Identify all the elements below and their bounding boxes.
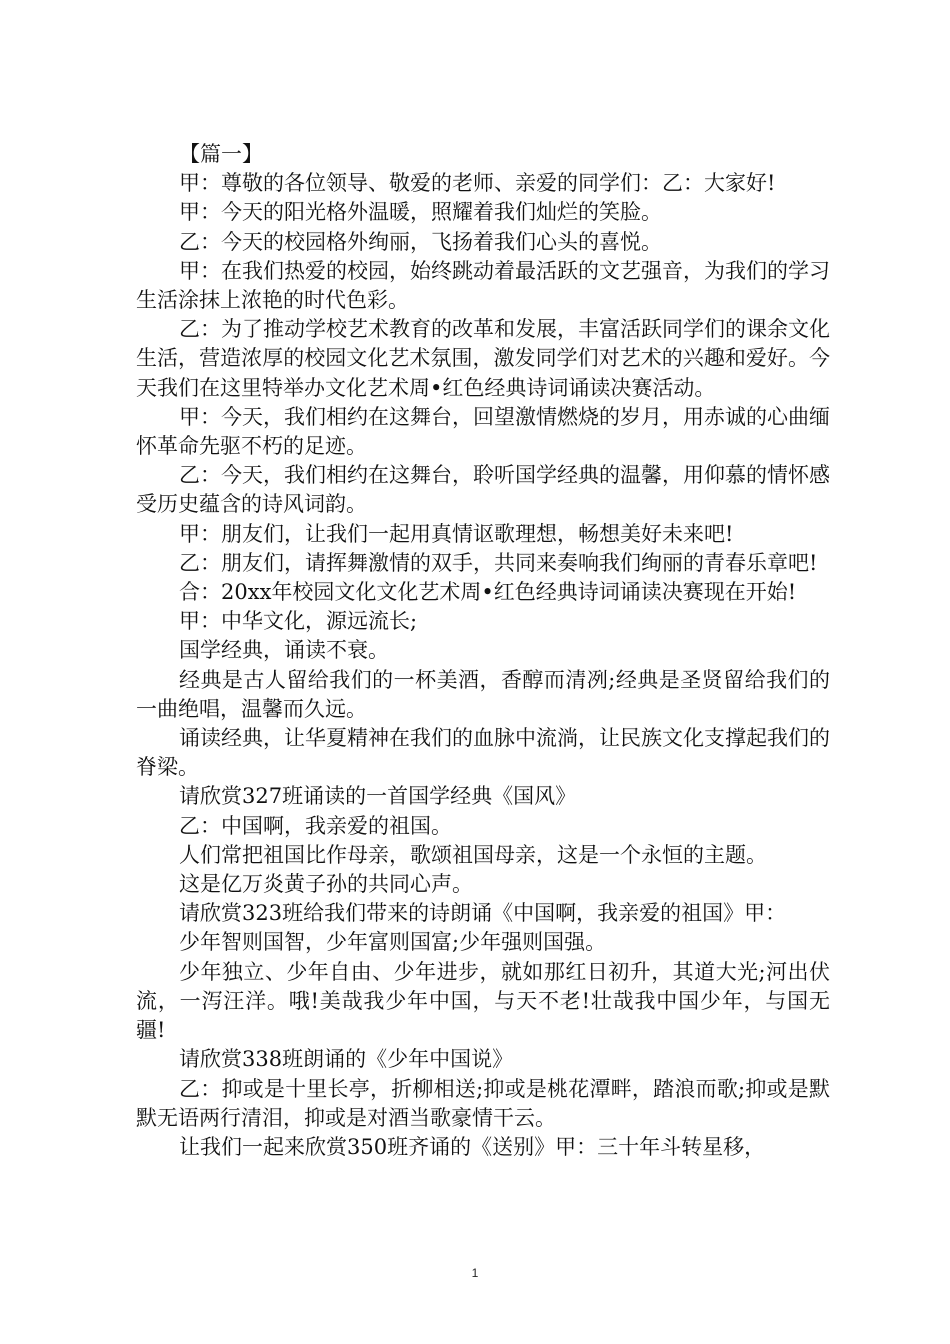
paragraph: 少年独立、少年自由、少年进步，就如那红日初升，其道大光;河出伏流，一泻汪洋。哦!美哉我少年中国，与天不老!壮哉我中国少年，与国无疆!	[136, 959, 830, 1043]
page-number: 1	[471, 1266, 479, 1280]
paragraph: 请欣赏323班给我们带来的诗朗诵《中国啊，我亲爱的祖国》甲：	[179, 901, 787, 926]
paragraph: 经典是古人留给我们的一杯美酒，香醇而清冽;经典是圣贤留给我们的一曲绝唱，温馨而久远。	[136, 667, 830, 721]
paragraph: 乙：抑或是十里长亭，折柳相送;抑或是桃花潭畔，踏浪而歌;抑或是默默无语两行清泪，抑或是对酒当歌豪情干云。	[136, 1076, 830, 1130]
paragraph: 甲：今天，我们相约在这舞台，回望激情燃烧的岁月，用赤诚的心曲缅怀革命先驱不朽的足迹。	[136, 404, 830, 459]
paragraph: 诵读经典，让华夏精神在我们的血脉中流淌，让民族文化支撑起我们的脊梁。	[136, 726, 830, 780]
paragraph: 请欣赏327班诵读的一首国学经典《国风》	[179, 784, 577, 809]
document-body	[136, 140, 830, 1162]
paragraph: 让我们一起来欣赏350班齐诵的《送别》甲：三十年斗转星移，	[179, 1134, 766, 1159]
paragraph: 人们常把祖国比作母亲，歌颂祖国母亲，这是一个永恒的主题。	[179, 842, 767, 867]
paragraph: 甲：尊敬的各位领导、敬爱的老师、亲爱的同学们：乙：大家好!	[179, 171, 776, 196]
paragraph: 请欣赏338班朗诵的《少年中国说》	[179, 1047, 514, 1072]
paragraph: 甲：在我们热爱的校园，始终跳动着最活跃的文艺强音，为我们的学习生活涂抹上浓艳的时代色彩。	[136, 258, 830, 313]
paragraph: 少年智则国智，少年富则国富;少年强则国强。	[179, 930, 607, 955]
paragraph: 乙：为了推动学校艺术教育的改革和发展，丰富活跃同学们的课余文化生活，营造浓厚的校园文化艺术氛围，激发同学们对艺术的兴趣和爱好。今天我们在这里特举办文化艺术周•红色经典诗词诵读决赛活动。	[136, 317, 830, 400]
section-heading: 【篇一】	[179, 142, 263, 166]
paragraph: 这是亿万炎黄子孙的共同心声。	[179, 872, 473, 897]
paragraph: 乙：朋友们，请挥舞激情的双手，共同来奏响我们绚丽的青春乐章吧!	[179, 550, 818, 575]
paragraph: 甲：今天的阳光格外温暖，照耀着我们灿烂的笑脸。	[179, 200, 662, 225]
paragraph: 合：20xx年校园文化文化艺术周•红色经典诗词诵读决赛现在开始!	[179, 580, 797, 605]
paragraph: 甲：朋友们，让我们一起用真情讴歌理想，畅想美好未来吧!	[179, 521, 734, 546]
paragraph: 国学经典，诵读不衰。	[179, 638, 389, 663]
paragraph: 乙：今天，我们相约在这舞台，聆听国学经典的温馨，用仰慕的情怀感受历史蕴含的诗风词韵。	[136, 463, 830, 517]
paragraph: 甲：中华文化，源远流长;	[179, 609, 418, 634]
paragraph: 乙：中国啊，我亲爱的祖国。	[179, 813, 452, 838]
paragraph: 乙：今天的校园格外绚丽，飞扬着我们心头的喜悦。	[179, 229, 662, 254]
